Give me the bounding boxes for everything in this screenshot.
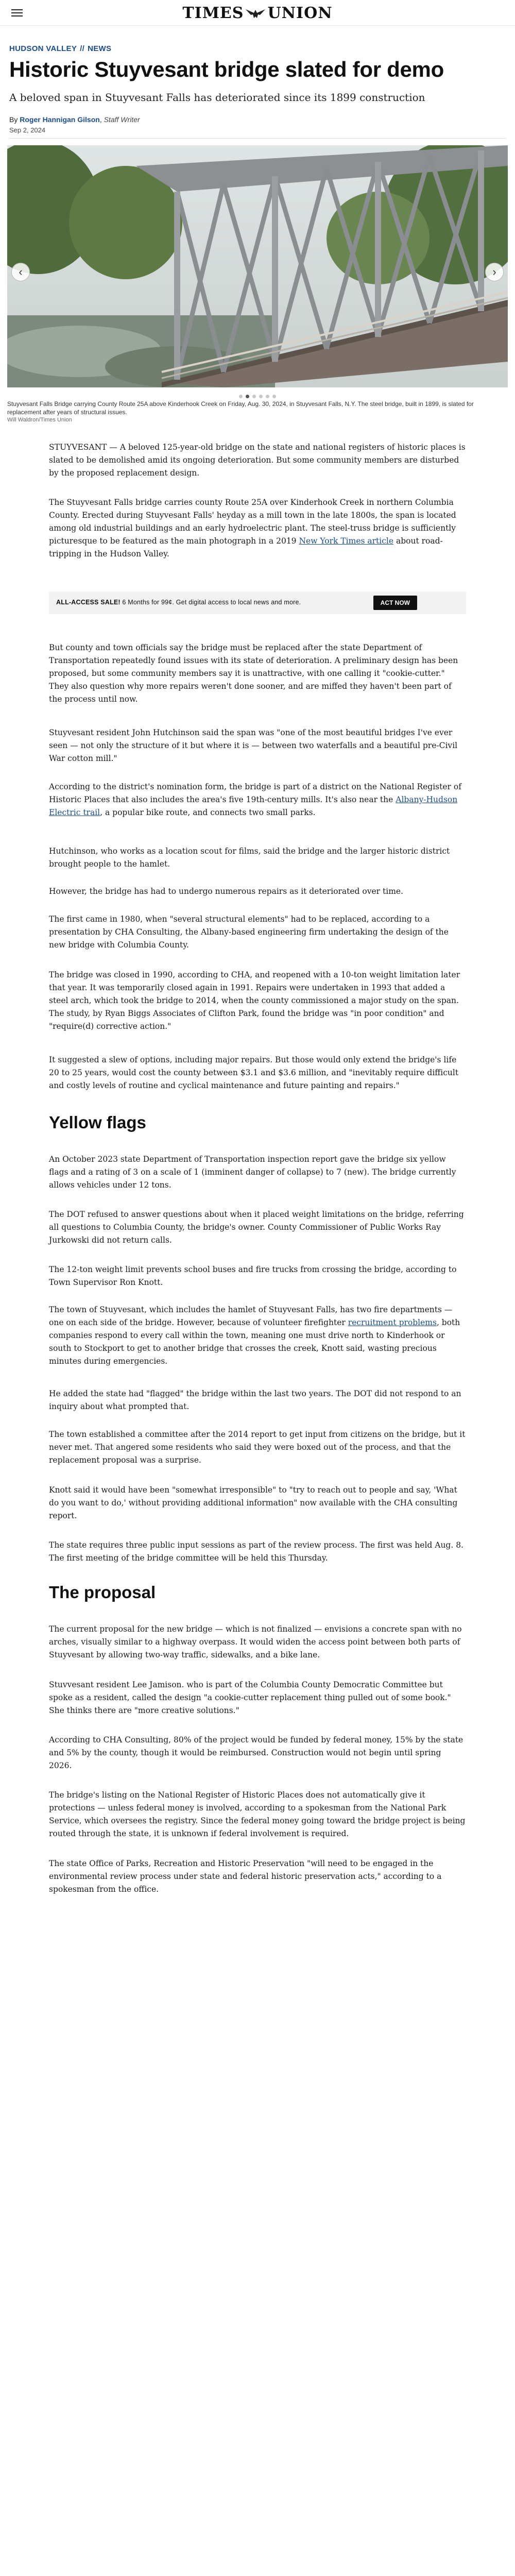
article-headline: Historic Stuyvesant bridge slated for demo bbox=[9, 57, 444, 81]
article-paragraph: Stuvvesant resident Lee Jamison. who is part of the Columbia County Democratic Committee but spoke as a resident, called the design "a cookie-cutter replacement thing pulled out of some book." She thinks there are "more creative solutions." bbox=[49, 1680, 451, 1715]
article-paragraph: It suggested a slew of options, including major repairs. But those would only extend the bridge's life 20 to 25 years, would cost the county between $3.1 and $3.6 million, and "inevitably require difficult and costly levels of routine and cyclical maintenance and future painting and repairs." bbox=[49, 1055, 459, 1090]
logo-right-text: UNION bbox=[267, 4, 333, 22]
top-bar bbox=[0, 0, 515, 26]
byline-prefix: By bbox=[9, 115, 18, 124]
eagle-icon bbox=[245, 8, 266, 20]
article-paragraph: The state requires three public input sessions as part of the review process. The first was held Aug. 8. The first meeting of the bridge committee will be held this Thursday. bbox=[49, 1540, 464, 1563]
article-paragraph: According to CHA Consulting, 80% of the project would be funded by federal money, 15% by the state and 5% by the county, though it would be reimbursed. Construction would not begin until spring 2026. bbox=[49, 1735, 464, 1770]
promo-bold-text: ALL-ACCESS SALE! bbox=[56, 599, 121, 606]
article-paragraph: The bridge's listing on the National Register of Historic Places does not automatically give it protections — unless federal money is involved, according to a spokesman from the National Park Service, which oversees the registry. Since the federal money going toward the bridge project is being routed through the state, it is unknown if federal involvement is required. bbox=[49, 1790, 466, 1838]
article-paragraph: The bridge was closed in 1990, according to CHA, and reopened with a 10-ton weight limitation later that year. It was temporarily closed again in 1991. Repairs were undertaken in 1993 that added a steel arch, which took the bridge to 2014, when the county commissioned a major study on the span. The study, by Ryan Biggs Associates of Clifton Park, found the bridge was "in poor condition" and "require(d) corrective action." bbox=[49, 970, 460, 1031]
paragraph-text: , a popular bike route, and connects two small parks. bbox=[100, 808, 316, 817]
article-paragraph: The first came in 1980, when "several structural elements" had to be replaced, according to a presentation by CHA Consulting, the Albany-based engineering firm undertaking the design of the new bridge with Columbia County. bbox=[49, 914, 449, 950]
publish-date: Sep 2, 2024 bbox=[9, 126, 46, 134]
subscription-promo-bar[interactable] bbox=[49, 591, 466, 614]
breadcrumb-section-link[interactable]: HUDSON VALLEY bbox=[9, 44, 77, 53]
article-paragraph bbox=[49, 1303, 466, 1368]
act-now-button[interactable]: ACT NOW bbox=[373, 596, 417, 610]
recruitment-problems-link[interactable]: recruitment problems bbox=[348, 1318, 437, 1327]
albany-hudson-trail-link[interactable]: Albany-Hudson Electric trail bbox=[49, 795, 458, 817]
article-paragraph: STUYVESANT — A beloved 125-year-old bridge on the state and national registers of historic places is slated to be demolished amid its ongoing deterioration. But some community members are disturbed by the proposed replacement design. bbox=[49, 443, 466, 478]
slideshow-next-button[interactable]: › bbox=[485, 263, 504, 281]
bridge-photo-illustration bbox=[7, 145, 508, 387]
slideshow-dot[interactable] bbox=[246, 395, 249, 398]
article-paragraph: He added the state had "flagged" the bridge within the last two years. The DOT did not respond to an inquiry about what prompted that. bbox=[49, 1389, 461, 1411]
article-paragraph: Hutchinson, who works as a location scout for films, said the bridge and the larger historic district brought people to the hamlet. bbox=[49, 846, 450, 869]
nyt-article-link[interactable]: New York Times article bbox=[299, 536, 394, 546]
article-paragraph: The 12-ton weight limit prevents school buses and fire trucks from crossing the bridge, according to Town Supervisor Ron Knott. bbox=[49, 1265, 457, 1287]
lead-photo[interactable] bbox=[7, 145, 508, 387]
article-paragraph: Knott said it would have been "somewhat irresponsible" to "try to reach out to people and say, 'What do you want to do,' without providing additional information" now available with the CHA consulting report. bbox=[49, 1485, 458, 1520]
article-paragraph: But county and town officials say the bridge must be replaced after the state Department of Transportation repeatedly found issues with its state of deterioration. A preliminary design has been proposed, but some community members say it is unattractive, with one calling it "cookie-cutter." They also question why more repairs weren't done sooner, and are miffed they haven't been part of the process until now. bbox=[49, 643, 458, 704]
article-paragraph: The town established a committee after the 2014 report to get input from citizens on the bridge, but it never met. That angered some residents who said they were boxed out of the process, and that the replacement proposal was a surprise. bbox=[49, 1430, 466, 1465]
paragraph-text: The Stuyvesant Falls bridge carries county Route 25A over Kinderhook Creek in northern Columbia County. Erected during Stuyvesant Falls' heyday as a mill town in the late 1800s, the span is located among old industrial buildings and an early hydroelectric plant. The steel-truss bridge is sufficiently picturesque to be featured as the main photograph in a 2019 bbox=[49, 498, 456, 546]
paragraph-text: , both companies respond to every call within the town, meaning one must drive north to Kinderhook or south to Stockport to get to another bridge that crosses the creek, Knott said, wasting precious minutes during emergencies. bbox=[49, 1318, 460, 1366]
promo-text bbox=[56, 599, 301, 606]
breadcrumb bbox=[9, 44, 111, 53]
article-paragraph: The DOT refused to answer questions about when it placed weight limitations on the bridge, referring all questions to Columbia County, the bridge's owner. County Commissioner of Public Works Ray Jurkowski did not return calls. bbox=[49, 1210, 464, 1245]
photo-caption: Stuyvesant Falls Bridge carrying County Route 25A above Kinderhook Creek on Friday, Aug. 30, 2024, in Stuyvesant Falls, N.Y. The steel bridge, built in 1899, is slated for replacement after years of structural issues. bbox=[7, 400, 474, 416]
paragraph-text: about road-tripping in the Hudson Valley. bbox=[49, 536, 443, 558]
slideshow-dot[interactable] bbox=[266, 395, 269, 398]
header-divider bbox=[9, 138, 506, 139]
breadcrumb-subsection-link[interactable]: NEWS bbox=[88, 44, 112, 53]
byline-author-link[interactable]: Roger Hannigan Gilson bbox=[20, 115, 100, 124]
logo-left-text: TIMES bbox=[182, 4, 244, 22]
article-paragraph: The state Office of Parks, Recreation and Historic Preservation "will need to be engaged in the environmental review process under state and federal historic preservation acts," according to a spokesman from the office. bbox=[49, 1859, 442, 1894]
slideshow-prev-button[interactable]: ‹ bbox=[11, 263, 30, 281]
article-paragraph: An October 2023 state Department of Transportation inspection report gave the bridge six yellow flags and a rating of 3 on a scale of 1 (imminent danger of collapse) to 7 (new). The bridge currently allows vehicles under 12 tons. bbox=[49, 1155, 456, 1190]
site-logo[interactable] bbox=[0, 4, 515, 22]
slideshow-dot[interactable] bbox=[259, 395, 263, 398]
photo-credit: Will Waldron/Times Union bbox=[7, 417, 72, 423]
slideshow-dot[interactable] bbox=[239, 395, 243, 398]
article-paragraph: The current proposal for the new bridge — which is not finalized — envisions a concrete span with no arches, visually similar to a highway overpass. It would widen the access point between both parts of Stuyvesant by allowing two-way traffic, sidewalks, and a bike lane. bbox=[49, 1624, 462, 1659]
breadcrumb-separator: // bbox=[80, 44, 85, 53]
article-paragraph bbox=[49, 496, 466, 561]
article-paragraph bbox=[49, 781, 466, 819]
paragraph-text: According to the district's nomination form, the bridge is part of a district on the National Register of Historic Places that also includes the area's five 19th-century mills. It's also near the bbox=[49, 782, 461, 804]
slideshow-dot[interactable] bbox=[252, 395, 256, 398]
article-dek: A beloved span in Stuyvesant Falls has deteriorated since its 1899 construction bbox=[9, 91, 425, 104]
slideshow-dot[interactable] bbox=[272, 395, 276, 398]
promo-rest-text: 6 Months for 99¢. Get digital access to local news and more. bbox=[120, 599, 301, 606]
article-paragraph: Stuyvesant resident John Hutchinson said the span was "one of the most beautiful bridges I've ever seen — not only the structure of it but where it is — between two waterfalls and a beautiful pre-Civil War cotton mill." bbox=[49, 728, 458, 763]
section-heading-the-proposal: The proposal bbox=[49, 1583, 156, 1602]
paragraph-text: The town of Stuyvesant, which includes the hamlet of Stuyvesant Falls, has two fire departments — one on each side of the bridge. However, because of volunteer firefighter bbox=[49, 1305, 453, 1327]
section-heading-yellow-flags: Yellow flags bbox=[49, 1113, 146, 1132]
article-paragraph: However, the bridge has had to undergo numerous repairs as it deteriorated over time. bbox=[49, 887, 403, 896]
byline-role: Staff Writer bbox=[104, 115, 140, 124]
byline: By Roger Hannigan Gilson, Staff Writer bbox=[9, 115, 140, 124]
